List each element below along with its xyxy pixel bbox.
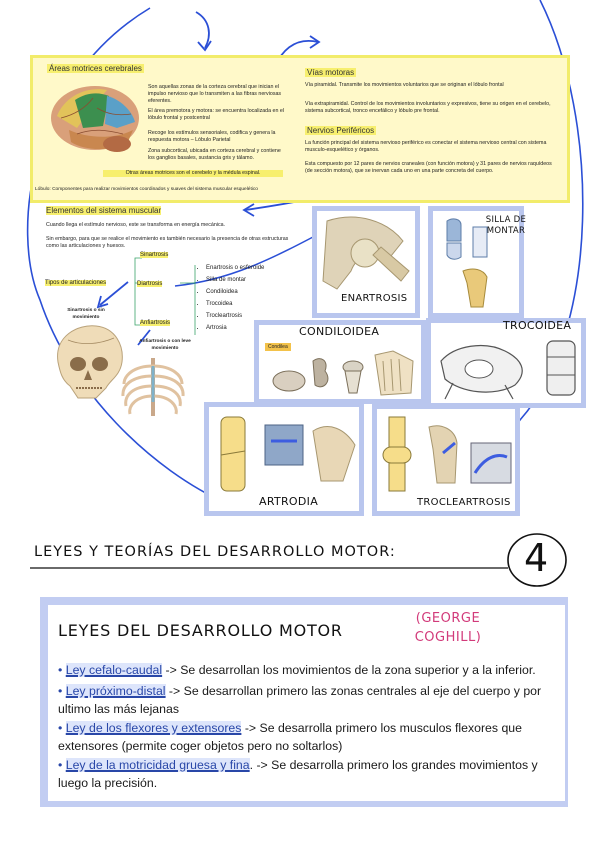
areas-text-3: Recoge los estímulos sensoriales, codifica y genera la respuesta motora – Lóbulo Parietal: [148, 130, 276, 143]
trocleartrosis-card: [372, 404, 520, 516]
law-text: -> Se desarrollan primero las zonas centrales al eje del cuerpo y por ultimo las más lejanas: [58, 684, 542, 716]
pivot-joint-illustration: [435, 331, 585, 405]
anfiartrosis-label: Anfiartrosis: [140, 320, 171, 326]
law-item-4: • Ley de la motricidad gruesa y fina. -> Se desarrolla primero los grandes movimientos y luego la precisión.: [58, 758, 538, 790]
notes-summary-block: [30, 55, 570, 203]
law-name: Ley de los flexores y extensores: [65, 721, 242, 735]
list-item: • Trocleartrosis: [206, 310, 264, 322]
vias-title: Vías motoras: [307, 68, 355, 77]
laws-box: [40, 597, 568, 807]
hinge-joint-illustration: [381, 413, 519, 495]
list-item: • Condiloidea: [206, 286, 264, 298]
law-text: -> Se desarrollan los movimientos de la zona superior y a la inferior.: [162, 663, 536, 677]
tipos-articulaciones-label: Tipos de articulaciones: [45, 280, 107, 286]
condyloid-illustration: [263, 341, 423, 401]
law-name: Ley próximo-distal: [65, 684, 166, 698]
artrodia-card: [204, 402, 364, 516]
law-text: . -> Se desarrolla primero los grandes movimientos y luego la precisión.: [58, 758, 538, 790]
law-name: Ley de la motricidad gruesa y fina: [65, 758, 250, 772]
artrodia-label: ARTRODIA: [259, 495, 319, 508]
list-item: • Enartrosis o esferoide: [206, 262, 264, 274]
laws-box-author: (GEORGE COGHILL): [414, 611, 482, 645]
list-item: • Silla de montar: [206, 274, 264, 286]
section-number: 4: [524, 536, 549, 580]
areas-text-2: El área premotora y motora: se encuentra localizada en el lóbulo frontal y postcentral: [148, 108, 285, 121]
areas-footer: Lóbulo: Componentes para realizar movimientos coordinados y suaves del sistema muscular esquelético: [35, 187, 258, 192]
muscular-text-1: Cuando llega el estímulo nervioso, este se transforma en energía mecánica.: [46, 222, 226, 228]
nervios-text-1: La función principal del sistema nervioso periférico es conectar el sistema nervioso central con sistema musculo-esquelético y órganos.: [305, 140, 547, 153]
list-item: • Artrosia: [206, 322, 264, 334]
muscular-title: Elementos del sistema muscular: [46, 206, 162, 215]
silla-montar-card: [428, 206, 527, 318]
laws-box-title: LEYES DEL DESARROLLO MOTOR: [58, 621, 343, 640]
thorax-caption: Anfiartrosis o con leve movimiento: [139, 339, 191, 351]
enartrosis-card: [312, 206, 420, 318]
vias-text-2: Vía extrapiramidal. Control de los movimientos involuntarios y expresivos, tiene su origen en el cerebelo, sistema subcortical, tronco encefálico y lóbulo pre frontal.: [305, 101, 551, 114]
muscular-text-2: Sin embargo, para que se realice el movimiento es también necesario la presencia de otras estructuras como las articulaciones y huesos.: [46, 236, 289, 249]
vias-text-1: Vía piramidal. Transmite los movimientos voluntarios que se originan el lóbulo frontal: [305, 82, 504, 88]
skull-caption: Sinartrosis o sin movimiento: [67, 308, 105, 320]
list-item: • Trocoidea: [206, 298, 264, 310]
hip-joint-illustration: [317, 211, 415, 291]
condiloidea-card: [254, 320, 426, 404]
trocoidea-label: TROCOIDEA: [503, 319, 572, 332]
plane-joint-illustration: [213, 411, 363, 495]
areas-title: Áreas motrices cerebrales: [49, 64, 142, 73]
law-item-2: • Ley próximo-distal -> Se desarrollan primero las zonas centrales al eje del cuerpo y por ultimo las más lejanas: [58, 684, 542, 716]
enartrosis-label: ENARTROSIS: [341, 293, 408, 304]
trocoidea-card: [426, 318, 586, 408]
silla-montar-label: SILLA DE MONTAR: [485, 215, 527, 236]
condiloidea-tag: Condilea: [265, 343, 291, 351]
nervios-text-2: Esta compuesto por 12 pares de nervios craneales (con función motora) y 31 pares de nervios raquídeos (de sección motora), que se inervan cada uno en una parte concreta del cuerpo.: [305, 161, 552, 174]
sinartrosis-label: Sinartrosis: [140, 252, 169, 258]
law-item-3: • Ley de los flexores y extensores -> Se desarrolla primero los musculos flexores que extensores (permite coger objetos pero no soltarlos): [58, 721, 522, 753]
section-heading-underline: [30, 564, 510, 572]
thorax-illustration: [118, 354, 188, 424]
condiloidea-label: CONDILOIDEA: [299, 325, 380, 338]
section-heading: LEYES Y TEORÍAS DEL DESARROLLO MOTOR:: [34, 544, 396, 560]
brain-illustration: [47, 78, 143, 164]
areas-text-1: Son aquellas zonas de la corteza cerebral que inician el impulso nervioso que lo transmiten a las fibras nerviosas eferentes.: [148, 84, 282, 104]
law-item-1: • Ley cefalo-caudal -> Se desarrollan los movimientos de la zona superior y a la inferior.: [58, 663, 536, 677]
law-text: -> Se desarrolla primero los musculos flexores que extensores (permite coger objetos pero no soltarlos): [58, 721, 522, 753]
trocleartrosis-label: TROCLEARTROSIS: [417, 497, 511, 508]
nervios-title: Nervios Periféricos: [307, 126, 375, 135]
areas-text-4: Zona subcortical, ubicada en corteza cerebral y contiene los ganglios basales, sustancia gris y tálamo.: [148, 148, 281, 161]
diartrosis-label: Diartrosis: [137, 281, 163, 287]
law-name: Ley cefalo-caudal: [65, 663, 163, 677]
areas-text-5: Otras áreas motrices son el cerebelo y la médula espinal.: [103, 170, 283, 177]
skull-illustration: [48, 322, 126, 402]
